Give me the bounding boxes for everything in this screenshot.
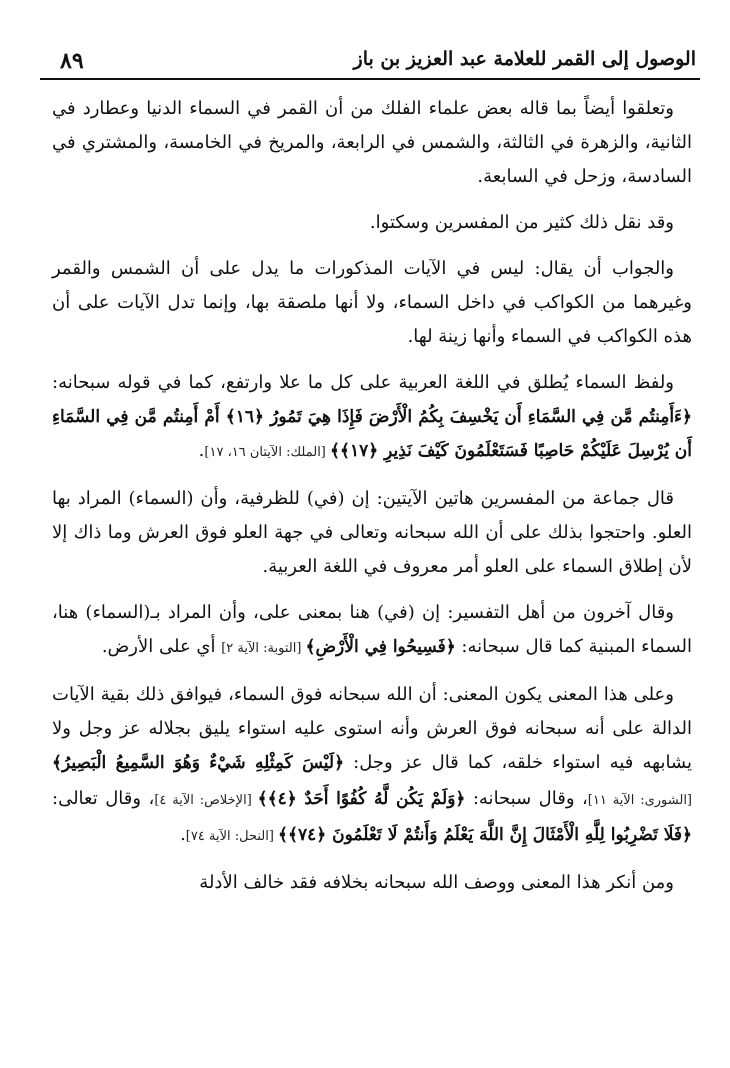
body-text: أي على الأرض. xyxy=(101,636,222,657)
page-body xyxy=(52,92,692,912)
body-text: . xyxy=(180,824,186,845)
body-text: والجواب أن يقال: ليس في الآيات المذكورات ما يدل على أن الشمس والقمر وغيرهما من الكواكب في داخل السماء، ولا أنها ملصقة بها، وإنما تدل الآيات على أن هذه الكواكب في السماء وأنها زينة لها. xyxy=(52,258,692,347)
running-title: الوصول إلى القمر للعلامة عبد العزيز بن باز xyxy=(353,48,696,70)
quran-verse: ﴿ءَأَمِنتُم مَّن فِي السَّمَاءِ أَن يَخْسِفَ بِكُمُ الْأَرْضَ فَإِذَا هِيَ تَمُورُ ﴿١٦﴾ أَمْ أَمِنتُم مَّن فِي السَّمَاءِ أَن يُرْسِلَ عَلَيْكُمْ حَاصِبًا فَسَتَعْلَمُونَ كَيْفَ نَذِيرِ ﴿١٧﴾﴾ xyxy=(52,407,692,461)
page-header xyxy=(40,42,700,80)
paragraph xyxy=(52,596,692,666)
quran-verse: ﴿وَلَمْ يَكُن لَّهُ كُفُوًا أَحَدٌ ﴿٤﴾﴾ xyxy=(257,789,466,809)
body-text: . xyxy=(198,440,205,461)
body-text: وقال آخرون من أهل التفسير: إن (في) هنا بمعنى على، وأن المراد بـ(السماء) هنا، السماء المبنية كما قال سبحانه: xyxy=(52,602,692,657)
body-text: قال جماعة من المفسرين هاتين الآيتين: إن (في) للظرفية، وأن (السماء) المراد بها العلو. واحتجوا بذلك على أن الله سبحانه وتعالى في جهة العلو فوق العرش وما ذاك إلا لأن إطلاق السماء على العلو أمر معروف في اللغة العربية. xyxy=(52,488,692,577)
paragraph xyxy=(52,252,692,354)
paragraph xyxy=(52,678,692,854)
quran-verse: ﴿فَسِيحُوا فِي الْأَرْضِ﴾ xyxy=(305,637,456,657)
paragraph xyxy=(52,92,692,194)
paragraph xyxy=(52,366,692,470)
verse-reference: [الإخلاص: الآية ٤] xyxy=(154,793,258,808)
body-text: ولفظ السماء يُطلق في اللغة العربية على كل ما علا وارتفع، كما في قوله سبحانه: xyxy=(52,372,674,393)
paragraph xyxy=(52,482,692,584)
page-number: ٨٩ xyxy=(60,48,84,74)
verse-reference: [التوبة: الآية ٢] xyxy=(221,641,306,656)
body-text: وقد نقل ذلك كثير من المفسرين وسكتوا. xyxy=(369,212,674,233)
body-text: وعلى هذا المعنى يكون المعنى: أن الله سبحانه فوق السماء، فيوافق ذلك بقية الآيات الدالة على أنه سبحانه فوق العرش وأنه استوى عليه استواء يليق بجلاله عز وجل ولا يشابهه فيه استواء خلقه، كما قال عز وجل: xyxy=(52,684,693,773)
quran-verse: ﴿لَيْسَ كَمِثْلِهِ شَيْءٌ وَهُوَ السَّمِيعُ الْبَصِيرُ﴾ xyxy=(52,753,345,773)
verse-reference: [النحل: الآية ٧٤] xyxy=(185,829,279,844)
paragraph xyxy=(52,866,692,900)
body-text: ، وقال سبحانه: xyxy=(465,788,588,809)
body-text: ، وقال تعالى: xyxy=(52,788,155,809)
body-text: وتعلقوا أيضاً بما قاله بعض علماء الفلك من أن القمر في السماء الدنيا وعطارد في الثانية، والزهرة في الثالثة، والشمس في الرابعة، والمريخ في الخامسة، والمشتري في السادسة، وزحل في السابعة. xyxy=(52,98,692,187)
quran-verse: ﴿فَلَا تَضْرِبُوا لِلَّهِ الْأَمْثَالَ إِنَّ اللَّهَ يَعْلَمُ وَأَنتُمْ لَا تَعْلَمُونَ ﴿٧٤﴾﴾ xyxy=(278,825,692,845)
body-text: ومن أنكر هذا المعنى ووصف الله سبحانه بخلافه فقد خالف الأدلة xyxy=(199,872,674,893)
verse-reference: [الملك: الآيتان ١٦، ١٧] xyxy=(204,445,331,460)
verse-reference: [الشورى: الآية ١١] xyxy=(587,793,693,808)
paragraph xyxy=(52,206,692,240)
